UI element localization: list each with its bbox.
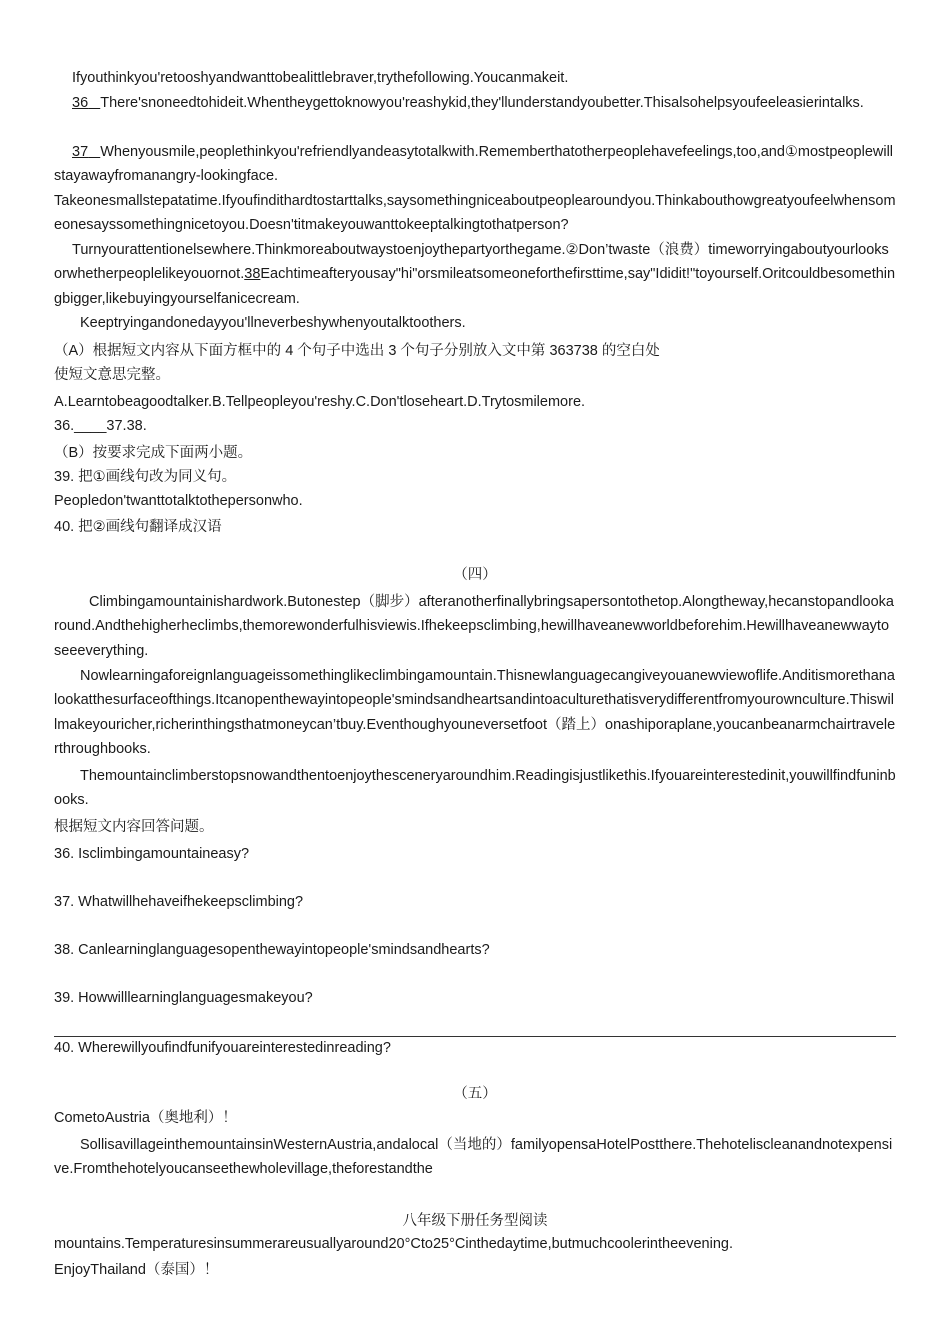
question-39-sentence: Peopledon'twanttotalktothepersonwho. xyxy=(54,493,303,509)
paragraph-learning-language: Nowlearningaforeignlanguageissomethinglikeclimbingamountain.Thisnewlanguagecangiveyouanewviewoflife.Anditismorethanalookatthesurfaceofthings.Itcanopenthewayintopeople'smindsandheartsandintoaculturethatisverydifferentfromyourownculture.Thiswillmakeyouricher,richerinthingsthatmoneycan’tbuy.Eventhoughyouneversetfoot（踏上）onashiporaplane,youcanbeanarmchairtravelerthroughbooks. xyxy=(54,668,896,758)
section-5-heading: （五） xyxy=(453,1086,497,1102)
question-b-instruction: （B）按要求完成下面两小题。 xyxy=(54,445,253,461)
question-40: 40. 把②画线句翻译成汉语 xyxy=(54,519,222,535)
question-40: 40. Wherewillyoufindfunifyouareinterestedinreading? xyxy=(54,1040,391,1056)
thailand-title: EnjoyThailand（泰国）！ xyxy=(54,1262,219,1278)
question-a-instruction: （A）根据短文内容从下面方框中的 4 个句子中选出 3 个句子分别放入文中第 363738 的空白处 xyxy=(54,343,660,359)
blank-36: 36 xyxy=(72,95,89,111)
paragraph-take-small-step: Takeonesmallstepatatime.Ifyoufindithardtostarttalks,saysomethingniceaboutpeoplearoundyou.Thinkabouthowgreatyoufeelwhensomeonesayssomethingnicetoyou.Doesn'titmakeyouwanttokeeptalkingtothatperson? xyxy=(54,193,896,234)
question-37: 37. Whatwillhehaveifhekeepsclimbing? xyxy=(54,894,304,910)
paragraph-soll-village: SollisavillageinthemountainsinWesternAustria,andalocal（当地的）familyopensaHotelPostthere.Thehotelisclean​andnotexpensive.Fromthehotelyoucanseethewholevillage,theforestandthe xyxy=(54,1137,893,1178)
question-38: 38. Canlearninglanguagesopenthewayintopeople'smindsandhearts? xyxy=(54,942,490,958)
paragraph-climbing: Climbingamountainishardwork.Butonestep（脚步）afteranotherfinallybringsapersontothetop.Alongtheway,hecanstopandlookaround.Andthehigherheclimbs,themorewonderfulhisviewis.Ifhekeepsclimbing,hewillhaveanewworldbeforehim.Hewillhaveanewwaytoseeeverything. xyxy=(54,594,894,659)
page-footer: 八年级下册任务型阅读 xyxy=(402,1213,548,1229)
austria-title: CometoAustria（奥地利）！ xyxy=(54,1110,237,1126)
blank-37: 37 xyxy=(72,144,89,160)
blank-38: 38 xyxy=(244,266,261,283)
question-39: 39. 把①画线句改为同义句。 xyxy=(54,469,237,485)
paragraph-intro: Ifyouthinkyou'retooshyandwanttobealittlebraver,trythefollowing.Youcanmakeit. xyxy=(72,70,569,86)
section-4-heading: （四） xyxy=(453,567,497,583)
reading-instruction: 根据短文内容回答问题。 xyxy=(54,819,214,835)
paragraph-37: 37 Whenyousmile,peoplethinkyou'refriendlyandeasytotalkwith.Rememberthatotherpeoplehavefeelings,too,and①mostpeoplewillstayawayfromanangry-lookingface. xyxy=(54,144,894,185)
paragraph-keep-trying: Keeptryingandonedayyou'llneverbeshywhenyoutalktoothers. xyxy=(80,315,466,331)
answer-options: A.Learntobeagoodtalker.B.Tellpeopleyou'reshy.C.Don'tloseheart.D.Trytosmilemore. xyxy=(54,394,586,410)
question-36: 36. Isclimbingamountaineasy? xyxy=(54,846,250,862)
paragraph-mountain-climber: Themountainclimberstopsnowandthentoenjoythesceneryaroundhim.Readingisjustlikethis.Ifyouareinterestedinit,youwillfindfuninbooks. xyxy=(54,768,896,809)
paragraph-turn-attention: Turnyourattentionelsewhere.Thinkmoreaboutwaystoenjoythepartyorthegame.②Don’twaste（浪费）timeworryingaboutyourlooksorwhetherpeoplelikeyouornot.38Eachtimeafteryousay"hi"orsmileatsomeoneforthefirsttime,say"Ididit!"toyourself.Oritcouldbesomethingbigger,likebuyingyourselfanicecream. xyxy=(54,242,896,307)
question-a-instruction-cont: 使短文意思完整。 xyxy=(54,367,170,383)
paragraph-soll-continued: mountains.Temperaturesinsummerareusuallyaround20°Cto25°Cinthedaytime,butmuchcoolerintheevening. xyxy=(54,1236,733,1252)
answer-blanks: 36.____37.38. xyxy=(54,418,147,434)
question-39: 39. Howwilllearninglanguagesmakeyou? xyxy=(54,990,313,1006)
paragraph-36: 36 There'snoneedtohideit.Whentheygettoknowyou'reashykid,they'llunderstandyoubetter.Thisalsohelpsyoufeeleasierintalks. xyxy=(72,95,864,111)
